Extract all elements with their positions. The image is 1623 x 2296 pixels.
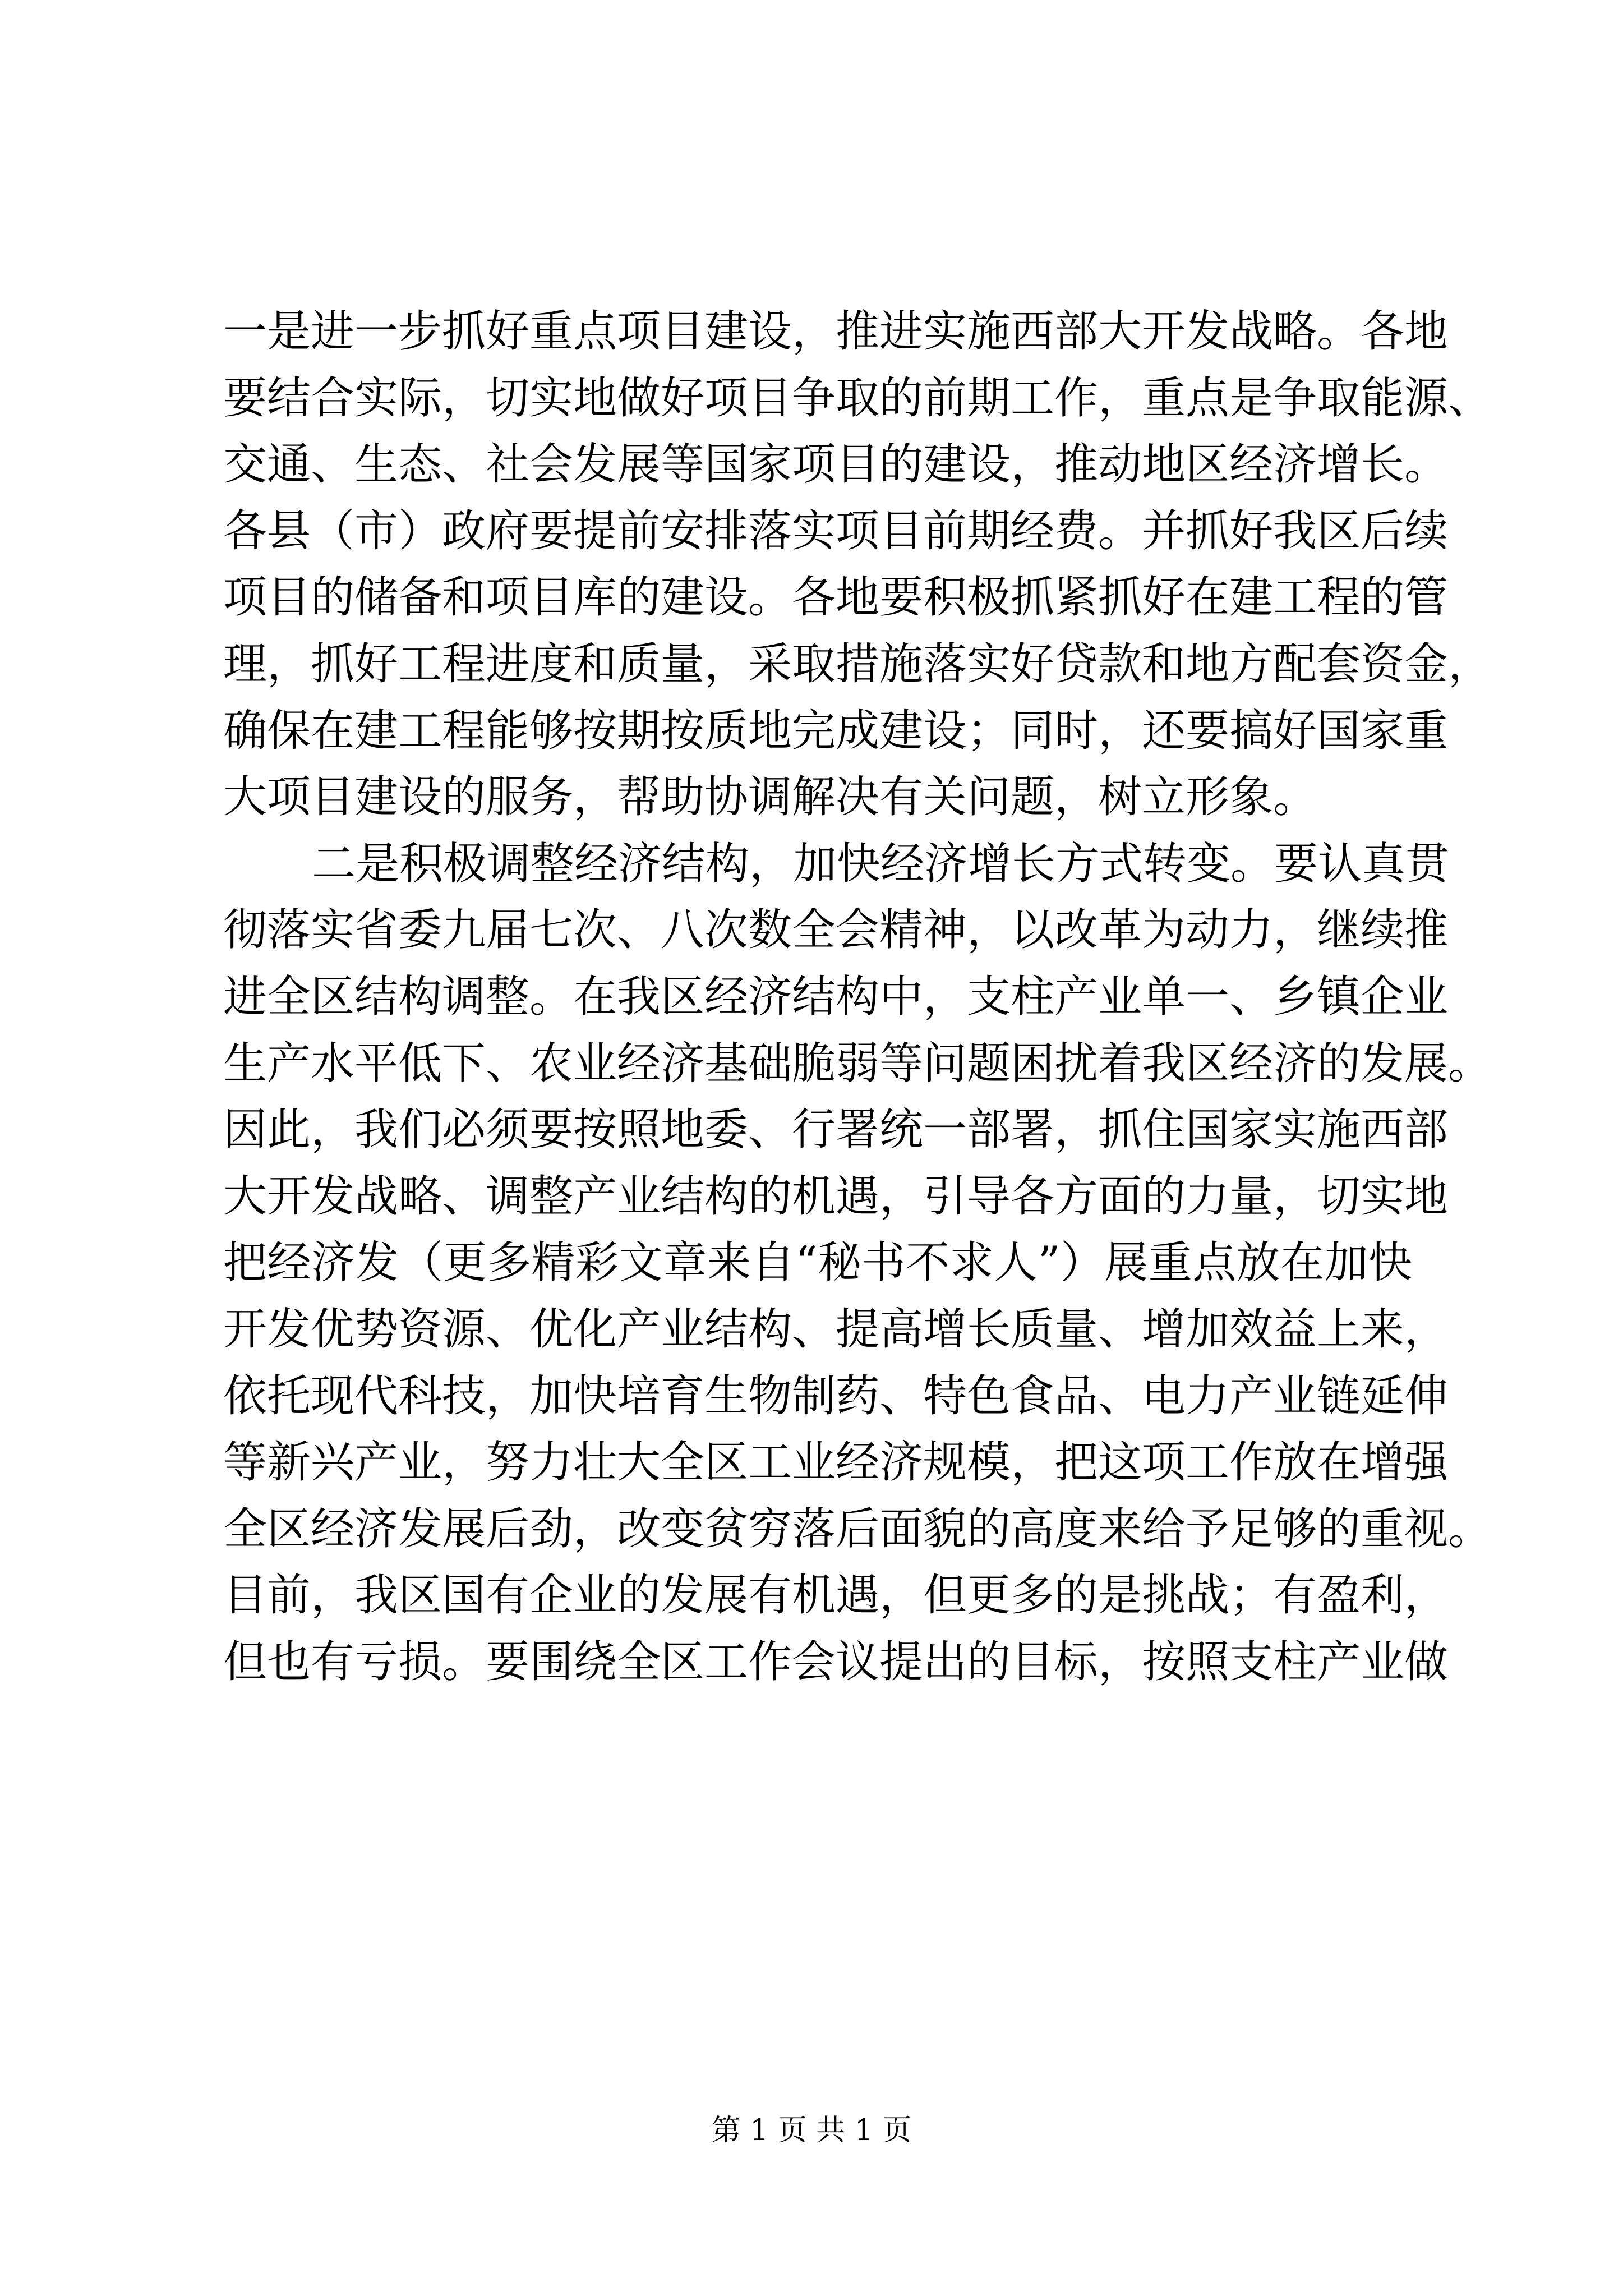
text-line: 等新兴产业，努力壮大全区工业经济规模，把这项工作放在增强 bbox=[223, 1437, 1449, 1488]
text-line: 生产水平低下、农业经济基础脆弱等问题困扰着我区经济的发展。 bbox=[223, 1038, 1492, 1089]
text-line: 因此，我们必须要按照地委、行署统一部署，抓住国家实施西部 bbox=[223, 1105, 1449, 1156]
text-line: 确保在建工程能够按期按质地完成建设；同时，还要搞好国家重 bbox=[223, 705, 1449, 756]
text-line: 目前，我区国有企业的发展有机遇，但更多的是挑战；有盈利， bbox=[223, 1570, 1449, 1621]
text-line: 进全区结构调整。在我区经济结构中，支柱产业单一、乡镇企业 bbox=[223, 971, 1449, 1022]
document-body bbox=[223, 298, 1492, 1695]
text-line: 彻落实省委九届七次、八次数全会精神，以改革为动力，继续推 bbox=[223, 905, 1449, 956]
text-line: 但也有亏损。要围绕全区工作会议提出的目标，按照支柱产业做 bbox=[223, 1636, 1449, 1687]
text-line: 交通、生态、社会发展等国家项目的建设，推动地区经济增长。 bbox=[223, 439, 1449, 490]
text-line: 理，抓好工程进度和质量，采取措施落实好贷款和地方配套资金， bbox=[223, 638, 1492, 689]
text-line: 各县（市）政府要提前安排落实项目前期经费。并抓好我区后续 bbox=[223, 505, 1449, 556]
text-line: 依托现代科技，加快培育生物制药、特色食品、电力产业链延伸 bbox=[223, 1370, 1449, 1421]
text-line: 项目的储备和项目库的建设。各地要积极抓紧抓好在建工程的管 bbox=[223, 572, 1449, 623]
text-line: 开发优势资源、优化产业结构、提高增长质量、增加效益上来， bbox=[223, 1304, 1449, 1355]
text-line: 二是积极调整经济结构，加快经济增长方式转变。要认真贯 bbox=[312, 838, 1450, 889]
text-line: 全区经济发展后劲，改变贫穷落后面貌的高度来给予足够的重视。 bbox=[223, 1503, 1492, 1554]
text-line: 大项目建设的服务，帮助协调解决有关问题，树立形象。 bbox=[223, 772, 1317, 823]
text-line: 要结合实际，切实地做好项目争取的前期工作，重点是争取能源、 bbox=[223, 372, 1492, 424]
text-line: 大开发战略、调整产业结构的机遇，引导各方面的力量，切实地 bbox=[223, 1171, 1449, 1222]
text-line: 一是进一步抓好重点项目建设，推进实施西部大开发战略。各地 bbox=[223, 306, 1449, 357]
page-footer: 第 1 页 共 1 页 bbox=[711, 2114, 912, 2147]
text-line: 把经济发（更多精彩文章来自“秘书不求人”）展重点放在加快 bbox=[223, 1237, 1412, 1289]
